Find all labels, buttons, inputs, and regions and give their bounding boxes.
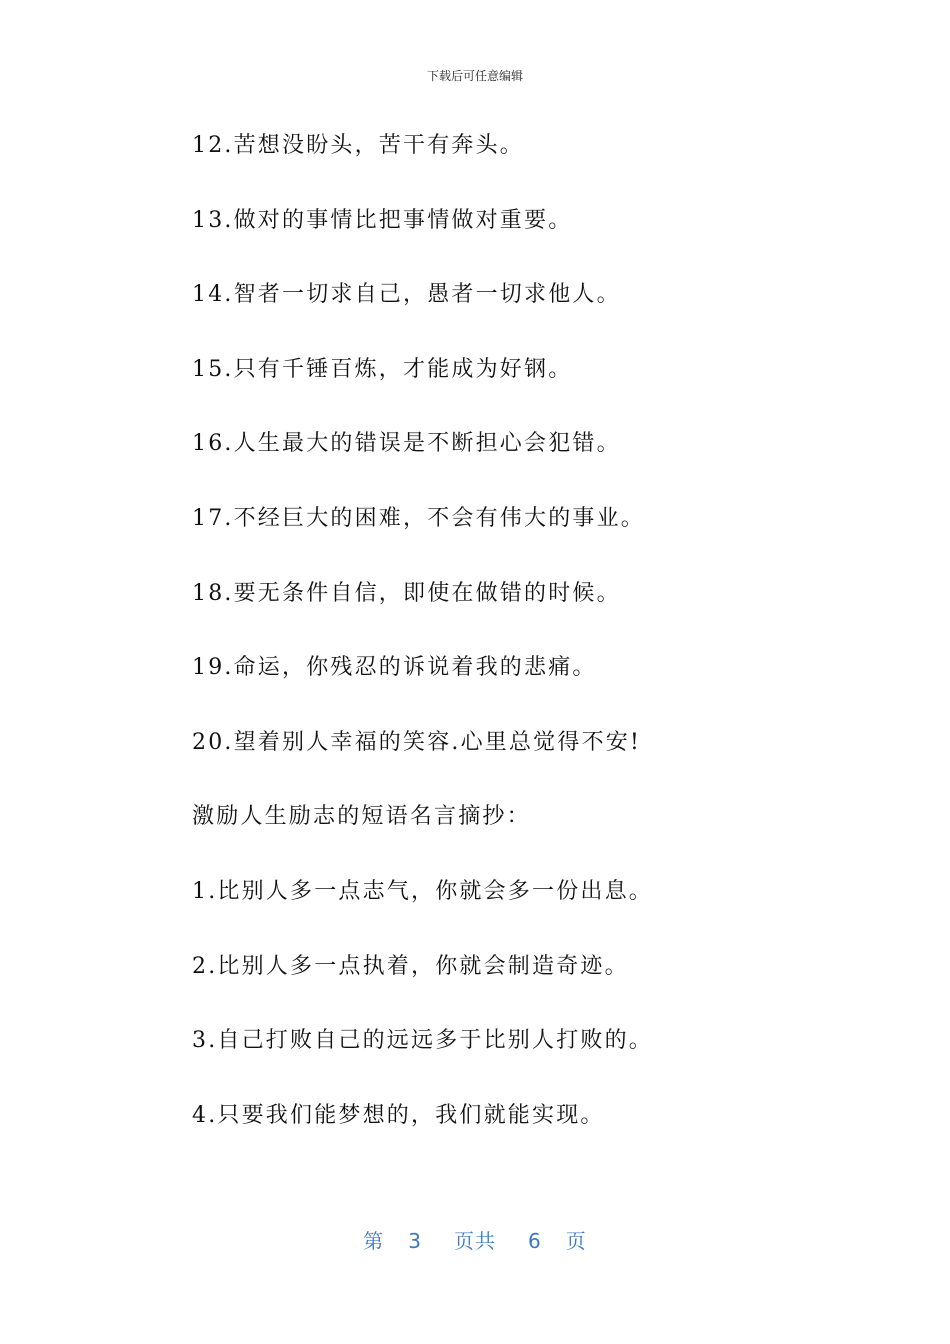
- page-current: 3: [408, 1229, 422, 1253]
- page-header: 下载后可任意编辑: [426, 69, 523, 83]
- page-total: 6: [528, 1229, 542, 1253]
- text-line: 16.人生最大的错误是不断担心会犯错。: [192, 431, 621, 457]
- text-line: 15.只有千锤百炼，才能成为好钢。: [192, 356, 573, 382]
- text-line: 1.比别人多一点志气，你就会多一份出息。: [192, 878, 653, 904]
- text-line: 2.比别人多一点执着，你就会制造奇迹。: [192, 953, 629, 979]
- page-label-pre: 第: [363, 1229, 385, 1253]
- document-body: [192, 128, 892, 1172]
- text-line: 17.不经巨大的困难，不会有伟大的事业。: [192, 505, 645, 531]
- page-label-post: 页: [565, 1229, 587, 1253]
- page-label-mid: 页共: [454, 1229, 496, 1253]
- page-footer: [0, 1225, 950, 1254]
- text-line: 3.自己打败自己的远远多于比别人打败的。: [192, 1028, 653, 1054]
- text-line: 13.做对的事情比把事情做对重要。: [192, 207, 573, 233]
- text-line: 18.要无条件自信，即使在做错的时候。: [192, 580, 621, 606]
- text-line: 20.望着别人幸福的笑容.心里总觉得不安!: [192, 729, 642, 755]
- text-line: 19.命运，你残忍的诉说着我的悲痛。: [192, 655, 597, 681]
- section-heading: 激励人生励志的短语名言摘抄：: [192, 804, 531, 830]
- text-line: 14.智者一切求自己，愚者一切求他人。: [192, 282, 621, 308]
- text-line: 12.苦想没盼头，苦干有奔头。: [192, 133, 524, 158]
- text-line: 4.只要我们能梦想的，我们就能实现。: [192, 1102, 605, 1128]
